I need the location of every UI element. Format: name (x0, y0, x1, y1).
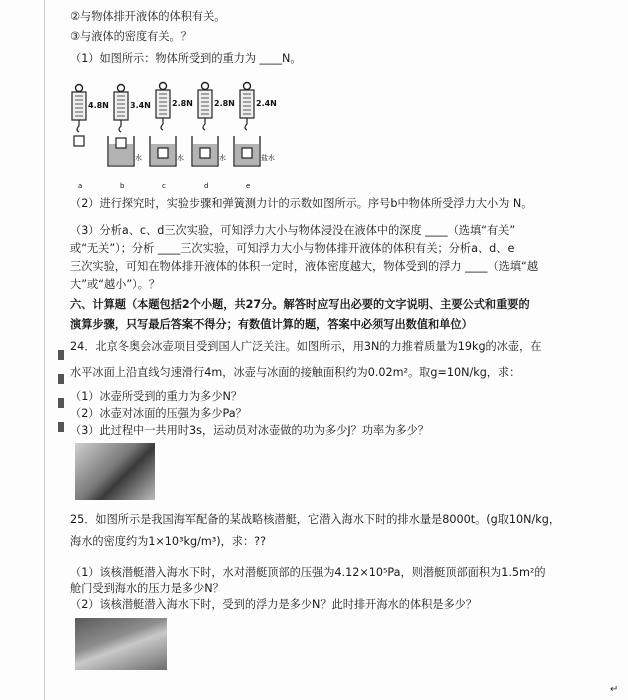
liquid-label: 水 (177, 154, 184, 162)
problem-25-q2: （2）该核潜艇潜入海水下时，受到的浮力是多少N？此时排开海水的体积是多少？ (70, 598, 478, 611)
scale-ring-icon (118, 85, 125, 92)
scale-reading: 2.4N (256, 99, 277, 108)
test-block (200, 148, 210, 158)
question-2: （2）进行探究时，实验步骤和弹簧测力计的示数如图所示。序号b中物体所受浮力大小为 N。 (70, 197, 533, 210)
test-block (74, 136, 84, 146)
curling-photo (75, 443, 155, 500)
test-block (158, 148, 168, 158)
question-3-line3: 三次实验，可知在物体排开液体的体积一定时，液体密度越大，物体受到的浮力 ____（选填“越 (70, 260, 539, 273)
binding-margin-line (44, 0, 45, 700)
liquid-label: 水 (135, 154, 142, 162)
step-label: e (246, 182, 251, 190)
problem-24-stem-2: 水平冰面上沿直线匀速滑行4m，冰壶与冰面的接触面积约为0.02m²。取g=10N/kg，求： (70, 366, 521, 379)
scale-ring-icon (202, 83, 209, 90)
return-mark-icon: ↵ (610, 684, 619, 695)
scale-hook-icon (77, 120, 79, 132)
test-block (242, 148, 252, 158)
problem-25-q1-b: 舱门受到海水的压力是多少N？ (70, 582, 224, 595)
submarine-photo (75, 618, 167, 670)
scale-reading: 3.4N (130, 101, 151, 110)
scale-hook-icon (203, 118, 205, 130)
binding-margin-marks (58, 350, 66, 490)
hypothesis-2: ②与物体排开液体的体积有关。 (70, 10, 226, 23)
scale-hook-icon (245, 118, 247, 130)
section-6-instructions: 演算步骤，只写最后答案不得分；有数值计算的题，答案中必须写出数值和单位） (70, 318, 473, 331)
problem-24-q1: （1）冰壶所受到的重力为多少N？ (70, 390, 243, 403)
step-label: c (162, 182, 166, 190)
problem-24-stem-1: 24．北京冬奥会冰壶项目受到国人广泛关注。如图所示，用3N的力推着质量为19kg的冰壶，在 (70, 340, 542, 353)
scale-hook-icon (119, 120, 121, 132)
scale-reading: 2.8N (214, 99, 235, 108)
scale-reading: 2.8N (172, 99, 193, 108)
problem-24-q3: （3）此过程中一共用时3s，运动员对冰壶做的功为多少J？功率为多少？ (70, 424, 429, 437)
step-label: a (78, 182, 83, 190)
question-3-line2: 或“无关”）；分析 ____三次实验，可知浮力大小与物体排开液体的体积有关；分析a、d、e (70, 242, 515, 255)
problem-25-stem-2: 海水的密度约为1×10³kg/m³)，求：?? (70, 535, 267, 548)
liquid-label: 水 (219, 154, 226, 162)
section-6-heading: 六、计算题（本题包括2个小题，共27分。解答时应写出必要的文字说明、主要公式和重要的 (70, 298, 530, 311)
scale-ring-icon (76, 85, 83, 92)
test-block (116, 138, 126, 148)
scale-ring-icon (244, 83, 251, 90)
scale-ring-icon (160, 83, 167, 90)
spring-scale-experiment-figure (64, 80, 324, 192)
liquid-label: 盐水 (261, 154, 275, 162)
scale-hook-icon (161, 118, 163, 130)
hypothesis-3: ③与液体的密度有关。？ (70, 30, 192, 43)
step-label: b (120, 182, 125, 190)
problem-24-q2: （2）冰壶对冰面的压强为多少Pa？ (70, 407, 247, 420)
problem-25-stem-1: 25．如图所示是我国海军配备的某战略核潜艇，它潜入海水下时的排水量是8000t。(g取10N/kg， (70, 513, 561, 526)
question-1: （1）如图所示：物体所受到的重力为 ____N。 (70, 52, 302, 65)
scale-reading: 4.8N (88, 101, 109, 110)
question-3-line1: （3）分析a、c、d三次实验，可知浮力大小与物体浸没在液体中的深度 ____（选填“有关” (70, 224, 516, 237)
problem-25-q1-a: （1）该核潜艇潜入海水下时，水对潜艇顶部的压强为4.12×10⁵Pa，则潜艇顶部面积为1.5m²的 (70, 566, 546, 579)
question-3-line4: 大”或“越小”）。？ (70, 278, 161, 291)
step-label: d (204, 182, 209, 190)
